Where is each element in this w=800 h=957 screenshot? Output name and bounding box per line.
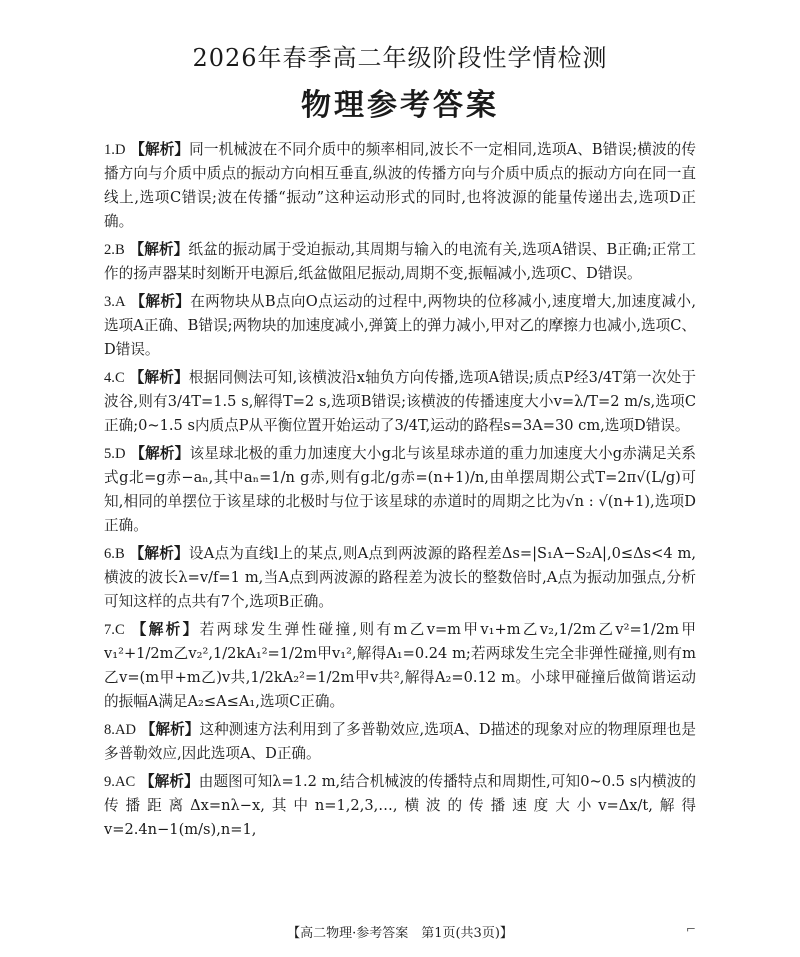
corner-mark: ⌐ (686, 922, 697, 936)
answer-item-5 (104, 442, 696, 538)
answer-item-2 (104, 238, 696, 286)
answer-text: 这种测速方法利用到了多普勒效应,选项A、D描述的现象对应的物理原理也是多普勒效应,因此选项A、D正确。 (104, 721, 696, 762)
analysis-tag: 【解析】 (129, 241, 189, 258)
analysis-tag: 【解析】 (129, 369, 189, 386)
answer-number: 5.D (104, 446, 126, 462)
answer-number: 8.AD (104, 722, 137, 738)
analysis-tag: 【解析】 (140, 721, 200, 738)
answer-number: 2.B (104, 242, 125, 258)
answer-text: 设A点为直线l上的某点,则A点到两波源的路程差Δs=|S₁A−S₂A|,0≤Δs<4 m,横波的波长λ=v/f=1 m,当A点到两波源的路程差为波长的整数倍时,A点为振动加强点,分析可知这样的点共有7个,选项B正确。 (104, 545, 696, 610)
answer-number: 3.A (104, 294, 126, 310)
page-title: 物理参考答案 (301, 88, 499, 123)
answer-number: 4.C (104, 370, 125, 386)
answer-item-3 (104, 290, 696, 362)
answer-number: 1.D (104, 142, 126, 158)
answer-item-6 (104, 542, 696, 614)
answer-number: 6.B (104, 546, 125, 562)
answer-text: 纸盆的振动属于受迫振动,其周期与输入的电流有关,选项A错误、B正确;正常工作的扬声器某时刻断开电源后,纸盆做阻尼振动,周期不变,振幅减小,选项C、D错误。 (104, 241, 696, 282)
answer-text: 该星球北极的重力加速度大小g北与该星球赤道的重力加速度大小g赤满足关系式g北=g赤−aₙ,其中aₙ=1/n g赤,则有g北/g赤=(n+1)/n,由单摆周期公式T=2π√(L/g)可知,相同的单摆位于该星球的北极时与位于该星球的赤道时的周期之比为√n : √(n+1),选项D正确。 (104, 445, 696, 534)
answer-text: 同一机械波在不同介质中的频率相同,波长不一定相同,选项A、B错误;横波的传播方向与介质中质点的振动方向相互垂直,纵波的传播方向与介质中质点的振动方向在同一直线上,选项C错误;波在传播“振动”这种运动形式的同时,也将波源的能量传递出去,选项D正确。 (104, 141, 696, 230)
answer-number: 9.AC (104, 774, 136, 790)
analysis-tag: 【解析】 (139, 773, 199, 790)
answer-text: 在两物块从B点向O点运动的过程中,两物块的位移减小,速度增大,加速度减小,选项A正确、B错误;两物块的加速度减小,弹簧上的弹力减小,甲对乙的摩擦力也减小,选项C、D错误。 (104, 293, 697, 358)
page-footer: 【高二物理·参考答案 第1页(共3页)】 (287, 926, 513, 941)
answer-number: 7.C (104, 622, 125, 638)
answer-text: 根据同侧法可知,该横波沿x轴负方向传播,选项A错误;质点P经3/4T第一次处于波谷,则有3/4T=1.5 s,解得T=2 s,选项B错误;该横波的传播速度大小v=λ/T=2 m/s,选项C正确;0~1.5 s内质点P从平衡位置开始运动了3/4T,运动的路程s=3A=30 cm,选项D错误。 (104, 369, 696, 434)
exam-title: 2026年春季高二年级阶段性学情检测 (192, 44, 608, 72)
analysis-tag: 【解析】 (130, 293, 191, 310)
answer-item-1 (104, 138, 696, 234)
analysis-tag: 【解析】 (130, 445, 190, 462)
analysis-tag: 【解析】 (129, 545, 189, 562)
answer-item-8 (104, 718, 696, 766)
answers-list (104, 138, 696, 846)
answer-item-9 (104, 770, 696, 842)
answer-text: 由题图可知λ=1.2 m,结合机械波的传播特点和周期性,可知0~0.5 s内横波的传播距离Δx=nλ−x,其中n=1,2,3,…,横波的传播速度大小v=Δx/t,解得v=2.4n−1(m/s),n=1, (104, 773, 696, 838)
analysis-tag: 【解析】 (130, 141, 190, 158)
answer-text: 若两球发生弹性碰撞,则有m乙v=m甲v₁+m乙v₂,1/2m乙v²=1/2m甲v₁²+1/2m乙v₂²,1/2kA₁²=1/2m甲v₁²,解得A₁=0.24 m;若两球发生完全非弹性碰撞,则有m乙v=(m甲+m乙)v共,1/2kA₂²=1/2m甲v共²,解得A₂=0.12 m。小球甲碰撞后做简谐运动的振幅A满足A₂≤A≤A₁,选项C正确。 (104, 621, 696, 710)
answer-item-7 (104, 618, 696, 714)
analysis-tag: 【解析】 (131, 621, 200, 638)
answer-item-4 (104, 366, 696, 438)
